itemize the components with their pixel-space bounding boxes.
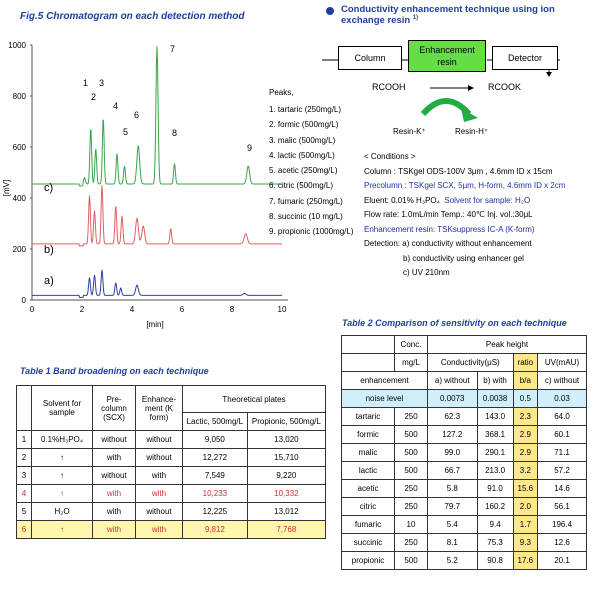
t1-row-2: 2 ↑ with without 12,272 15,710 — [17, 449, 326, 467]
t2-header-enhancement: enhancement — [342, 372, 428, 390]
t1-row-3: 3 ↑ without with 7,549 9,220 — [17, 467, 326, 485]
t2-row: formic 500 127.2 368.1 2.9 60.1 — [342, 426, 587, 444]
peak-number-2: 2 — [91, 92, 97, 102]
peak-number-3: 3 — [99, 78, 105, 88]
resin-h-label: Resin-H⁺ — [455, 127, 489, 136]
peak-number-6: 6 — [134, 110, 140, 120]
t2-row: propionic 500 5.2 90.8 17.6 20.1 — [342, 552, 587, 570]
resin-k-label: Resin-K⁺ — [393, 127, 426, 136]
t1-header-solvent: Solvent for sample — [32, 386, 93, 431]
condition-column: Column : TSKgel ODS-100V 3μm , 4.6mm ID x 15cm — [364, 166, 553, 176]
peak-number-1: 1 — [83, 78, 89, 88]
x-tick-10: 10 — [277, 305, 287, 314]
trace-label-b: b) — [44, 244, 54, 256]
t2-header-ratio: ratio — [513, 354, 537, 372]
t1-header-lactic: Lactic, 500mg/L — [183, 413, 248, 431]
rcooh-label: RCOOH — [372, 82, 406, 92]
condition-detection-b: b) conductivity using enhancer gel — [403, 253, 524, 263]
peak-number-8: 8 — [172, 128, 178, 138]
peak-entry-2: 2. formic (500mg/L) — [269, 120, 339, 130]
condition-precolumn: Precolumn : TSKgel SCX, 5μm, H-form, 4.6mm ID x 2cm — [364, 181, 566, 190]
table1-title: Table 1 Band broadening on each technique — [20, 366, 209, 376]
t2-row: acetic 250 5.8 91.0 15.6 14.6 — [342, 480, 587, 498]
condition-flow: Flow rate: 1.0mL/min Temp.: 40℃ Inj. vol.:30μL — [364, 210, 533, 219]
bullet-icon — [326, 7, 334, 15]
t1-header-index — [17, 386, 32, 431]
trace-a-without — [32, 270, 282, 298]
t2-row: tartaric 250 62.3 143.0 2.3 64.0 — [342, 408, 587, 426]
t1-header-theoretical: Theoretical plates — [183, 386, 326, 413]
t2-row: succinic 250 8.1 75.3 9.3 12.6 — [342, 534, 587, 552]
peak-number-4: 4 — [113, 101, 119, 111]
y-tick-600: 600 — [12, 143, 26, 152]
t2-row: citric 250 79.7 160.2 2.0 56.1 — [342, 498, 587, 516]
t2-row: lactic 500 66.7 213.0 3.2 57.2 — [342, 462, 587, 480]
right-title: Conductivity enhancement technique using ion exchange resin $^{1)}$ — [341, 4, 555, 27]
t1-row-1: 1 0.1%H₃PO₄ without without 9,050 13,020 — [17, 431, 326, 449]
y-tick-1000: 1000 — [8, 41, 26, 50]
x-tick-8: 8 — [229, 305, 235, 314]
conditions-block — [364, 150, 600, 281]
trace-b-enhanced — [32, 185, 282, 246]
t2-row: fumaric 10 5.4 9.4 1.7 196.4 — [342, 516, 587, 534]
t2-header-conductivity: Conductivity(μS) — [428, 354, 514, 372]
peak-entry-3: 3. malic (500mg/L) — [269, 135, 336, 145]
t1-row-6: 6 ↑ with with 9,812 7,768 — [17, 521, 326, 539]
condition-detection-a: Detection: a) conductivity without enhancement — [364, 239, 532, 248]
trace-label-a: a) — [44, 275, 54, 287]
t2-header-conc: Conc. — [395, 336, 428, 354]
peak-entry-7: 7. fumaric (250mg/L) — [269, 196, 343, 206]
x-tick-2: 2 — [79, 305, 85, 314]
t2-header-ba: b/a — [513, 372, 537, 390]
t1-row-5: 5 H₂O with without 12,225 13,012 — [17, 503, 326, 521]
t1-header-enhancement: Enhance-ment (K form) — [136, 386, 183, 431]
t2-header-peak: Peak height — [428, 336, 587, 354]
peak-entry-4: 4. lactic (500mg/L) — [269, 150, 335, 160]
t2-header-uv: UV(mAU) — [538, 354, 587, 372]
t1-header-precolumn: Pre-column (SCX) — [93, 386, 136, 431]
t2-header-blank — [342, 336, 395, 354]
trace-label-c: c) — [44, 182, 54, 194]
y-tick-200: 200 — [12, 245, 26, 254]
t2-row: malic 500 99.0 290.1 2.9 71.1 — [342, 444, 587, 462]
condition-enhancement-resin: Enhancement resin: TSKsuppress IC-A (K-form) — [364, 224, 535, 234]
t2-header-c: c) without — [538, 372, 587, 390]
rcook-label: RCOOK — [488, 82, 522, 92]
conditions-title: < Conditions > — [364, 152, 416, 161]
peak-entry-8: 8. succinic (10 mg/L) — [269, 212, 343, 222]
x-tick-4: 4 — [129, 305, 135, 314]
fig5-title: Fig.5 Chromatogram on each detection method — [20, 11, 245, 22]
condition-eluent: Eluent: 0.01% H₃PO₄ Solvent for sample: H₂O — [364, 195, 531, 205]
y-tick-400: 400 — [12, 194, 26, 203]
x-tick-0: 0 — [29, 305, 35, 314]
peak-entry-5: 5. acetic (250mg/L) — [269, 166, 338, 176]
chromatogram-plot — [0, 28, 290, 333]
peak-entry-1: 1. tartaric (250mg/L) — [269, 105, 342, 114]
trace-c-uv — [32, 46, 282, 186]
t2-header-b: b) with — [477, 372, 513, 390]
t1-row-4: 4 ↑ with with 10,233 10,332 — [17, 485, 326, 503]
peak-entry-6: 6. citric (500mg/L) — [269, 181, 334, 191]
x-axis-label: [min] — [146, 320, 164, 329]
t2-noise-row: noise level 0.0073 0.0038 0.5 0.03 — [342, 390, 587, 408]
table2-title: Table 2 Comparison of sensitivity on each technique — [342, 318, 567, 328]
detector-box: Detector — [492, 46, 558, 70]
y-tick-0: 0 — [21, 296, 26, 305]
t2-header-a: a) without — [428, 372, 478, 390]
peak-number-5: 5 — [123, 127, 129, 137]
y-axis-label: [mV] — [2, 179, 11, 197]
x-tick-6: 6 — [179, 305, 185, 314]
condition-detection-c: c) UV 210nm — [403, 268, 450, 277]
peak-number-7: 7 — [170, 44, 176, 54]
enhancement-resin-box: Enhancement resin — [408, 40, 486, 72]
y-tick-800: 800 — [12, 92, 26, 101]
peak-entry-9: 9. propionic (1000mg/L) — [269, 227, 354, 237]
column-box: Column — [338, 46, 402, 70]
peaks-title: Peaks, — [269, 88, 294, 97]
table2 — [341, 335, 587, 570]
t2-header-mgl: mg/L — [395, 354, 428, 372]
table1 — [16, 385, 326, 539]
t1-header-propionic: Propionic, 500mg/L — [247, 413, 325, 431]
peak-number-9: 9 — [247, 143, 253, 153]
